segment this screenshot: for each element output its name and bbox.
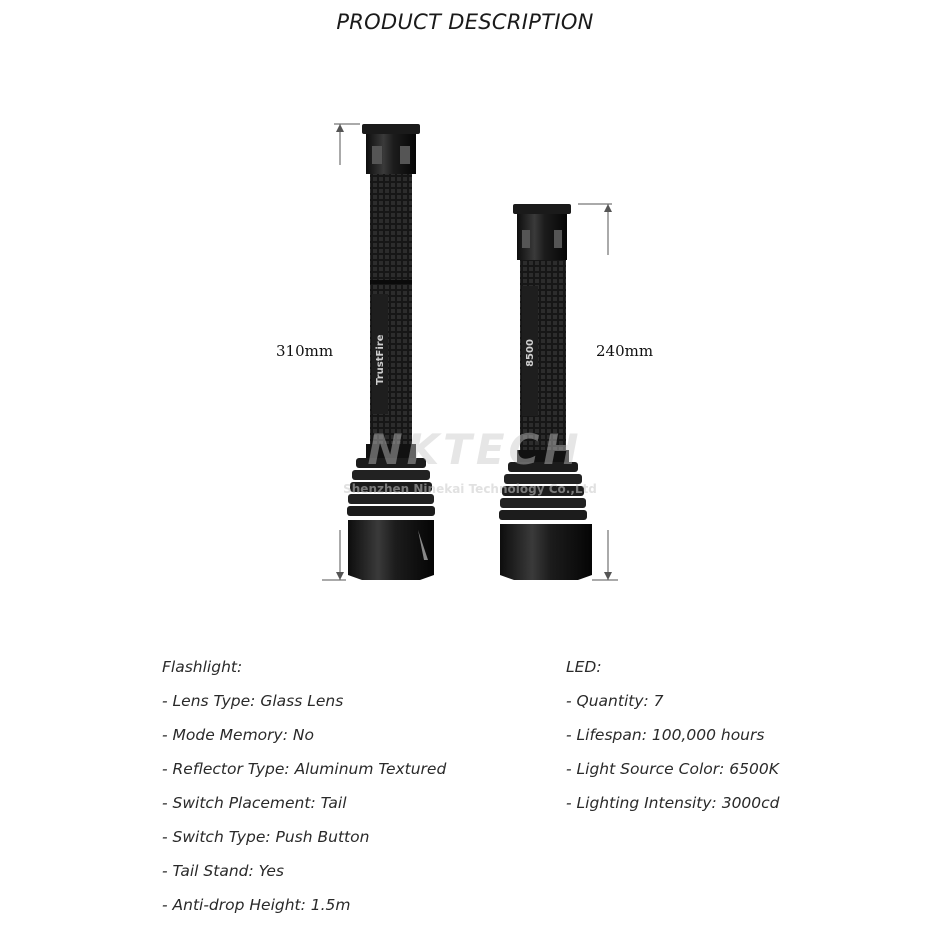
flashlight-illustration — [0, 110, 930, 590]
led-specs — [566, 650, 780, 820]
spec-item: - Reflector Type: Aluminum Textured — [162, 760, 447, 778]
flashlight-specs — [162, 650, 446, 922]
length-label-short: 240mm — [596, 342, 654, 360]
spec-item: - Light Source Color: 6500K — [566, 760, 779, 778]
short-brand-text: 8500 — [525, 339, 536, 367]
spec-item: - Tail Stand: Yes — [162, 862, 285, 880]
page-title: PRODUCT DESCRIPTION — [336, 10, 594, 34]
long-flashlight — [347, 124, 435, 580]
spec-item: - Quantity: 7 — [566, 692, 664, 710]
short-flashlight — [499, 204, 592, 580]
spec-item: - Switch Type: Push Button — [162, 828, 370, 846]
spec-item: - Switch Placement: Tail — [162, 794, 347, 812]
spec-item: - Mode Memory: No — [162, 726, 314, 744]
spec-item: - Lighting Intensity: 3000cd — [566, 794, 780, 812]
flashlight-specs-heading: Flashlight: — [162, 658, 243, 676]
spec-item: - Lens Type: Glass Lens — [162, 692, 344, 710]
led-specs-heading: LED: — [566, 658, 602, 676]
product-figure — [0, 110, 930, 590]
spec-item: - Anti-drop Height: 1.5m — [162, 896, 351, 914]
length-label-long: 310mm — [276, 342, 334, 360]
spec-item: - Lifespan: 100,000 hours — [566, 726, 765, 744]
long-brand-text: TrustFire — [375, 334, 386, 385]
watermark-subtitle: Shenzhen Ninekai Technology Co.,Ltd — [343, 482, 597, 496]
watermark: NKTECH — [367, 425, 583, 474]
